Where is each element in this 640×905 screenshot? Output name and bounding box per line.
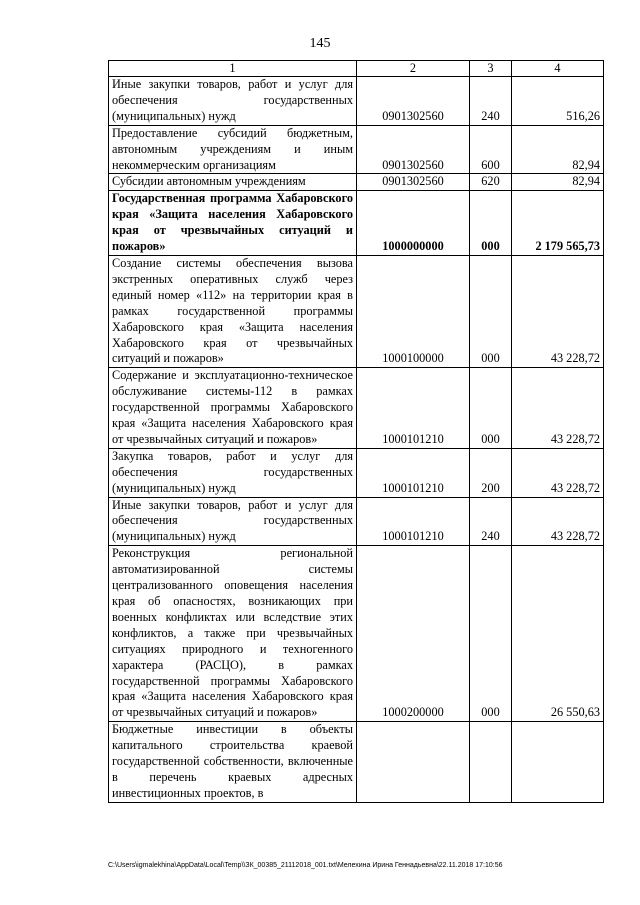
row-sum-cell: 43 228,72 bbox=[512, 368, 604, 449]
row-name-cell: Субсидии автономным учреждениям bbox=[109, 174, 357, 191]
row-code-cell: 1000100000 bbox=[357, 255, 470, 367]
header-col-3: 3 bbox=[470, 61, 512, 77]
row-sum-cell: 43 228,72 bbox=[512, 255, 604, 367]
budget-table bbox=[108, 60, 604, 803]
row-type-cell: 240 bbox=[470, 77, 512, 126]
row-type-cell: 200 bbox=[470, 448, 512, 497]
row-sum-cell bbox=[512, 722, 604, 803]
row-name-cell: Иные закупки товаров, работ и услуг для обеспечения государственных (муниципальных) нужд bbox=[109, 77, 357, 126]
table-row bbox=[109, 174, 604, 191]
row-code-cell: 0901302560 bbox=[357, 125, 470, 174]
row-code-cell: 0901302560 bbox=[357, 174, 470, 191]
row-type-cell: 620 bbox=[470, 174, 512, 191]
table-row bbox=[109, 77, 604, 126]
row-type-cell: 000 bbox=[470, 191, 512, 256]
row-sum-cell: 2 179 565,73 bbox=[512, 191, 604, 256]
row-type-cell: 000 bbox=[470, 368, 512, 449]
row-name-cell: Предоставление субсидий бюджетным, автономным учреждениям и иным некоммерческим организациям bbox=[109, 125, 357, 174]
row-sum-cell: 43 228,72 bbox=[512, 448, 604, 497]
table-row bbox=[109, 722, 604, 803]
row-code-cell: 1000200000 bbox=[357, 546, 470, 722]
row-code-cell bbox=[357, 722, 470, 803]
row-type-cell bbox=[470, 722, 512, 803]
row-sum-cell: 26 550,63 bbox=[512, 546, 604, 722]
row-name-cell: Создание системы обеспечения вызова экстренных оперативных служб через единый номер «112» на территории края в рамках государственной программы Хабаровского края «Защита населения Хабаровского края от чрезвычайных ситуаций и пожаров» bbox=[109, 255, 357, 367]
row-type-cell: 000 bbox=[470, 255, 512, 367]
row-sum-cell: 516,26 bbox=[512, 77, 604, 126]
table-row bbox=[109, 191, 604, 256]
row-sum-cell: 82,94 bbox=[512, 125, 604, 174]
row-type-cell: 000 bbox=[470, 546, 512, 722]
row-name-cell: Государственная программа Хабаровского края «Защита населения Хабаровского края от чрезвычайных ситуаций и пожаров» bbox=[109, 191, 357, 256]
row-code-cell: 0901302560 bbox=[357, 77, 470, 126]
table-row bbox=[109, 497, 604, 546]
table-row bbox=[109, 125, 604, 174]
table-row bbox=[109, 368, 604, 449]
file-path-footer: C:\Users\igmalekhina\AppData\Local\Temp\\ЗК_00385_21112018_001.txt\Мелехина Ирина Геннадьевна\22.11.2018 17:10:56 bbox=[108, 862, 503, 869]
row-name-cell: Бюджетные инвестиции в объекты капитального строительства краевой государственной собственности, включенные в перечень краевых адресных инвестиционных проектов, в bbox=[109, 722, 357, 803]
table-row bbox=[109, 546, 604, 722]
row-name-cell: Реконструкция региональной автоматизированной системы централизованного оповещения населения края об опасностях, возникающих при военных конфликтах или вследствие этих конфликтов, а также при чрезвычайных ситуациях природного и техногенного характера (РАСЦО), в рамках государственной программы Хабаровского края «Защита населения Хабаровского края от чрезвычайных ситуаций и пожаров» bbox=[109, 546, 357, 722]
row-type-cell: 240 bbox=[470, 497, 512, 546]
row-code-cell: 1000101210 bbox=[357, 448, 470, 497]
table-body bbox=[109, 61, 604, 803]
table-header-row bbox=[109, 61, 604, 77]
row-type-cell: 600 bbox=[470, 125, 512, 174]
row-sum-cell: 82,94 bbox=[512, 174, 604, 191]
table-row bbox=[109, 448, 604, 497]
row-name-cell: Иные закупки товаров, работ и услуг для обеспечения государственных (муниципальных) нужд bbox=[109, 497, 357, 546]
row-code-cell: 1000101210 bbox=[357, 497, 470, 546]
header-col-1: 1 bbox=[109, 61, 357, 77]
row-sum-cell: 43 228,72 bbox=[512, 497, 604, 546]
row-code-cell: 1000000000 bbox=[357, 191, 470, 256]
table-row bbox=[109, 255, 604, 367]
row-name-cell: Содержание и эксплуатационно-техническое обслуживание системы-112 в рамках государственной программы Хабаровского края «Защита населения Хабаровского края от чрезвычайных ситуаций и пожаров» bbox=[109, 368, 357, 449]
header-col-2: 2 bbox=[357, 61, 470, 77]
row-name-cell: Закупка товаров, работ и услуг для обеспечения государственных (муниципальных) нужд bbox=[109, 448, 357, 497]
row-code-cell: 1000101210 bbox=[357, 368, 470, 449]
header-col-4: 4 bbox=[512, 61, 604, 77]
page-number: 145 bbox=[309, 36, 331, 51]
